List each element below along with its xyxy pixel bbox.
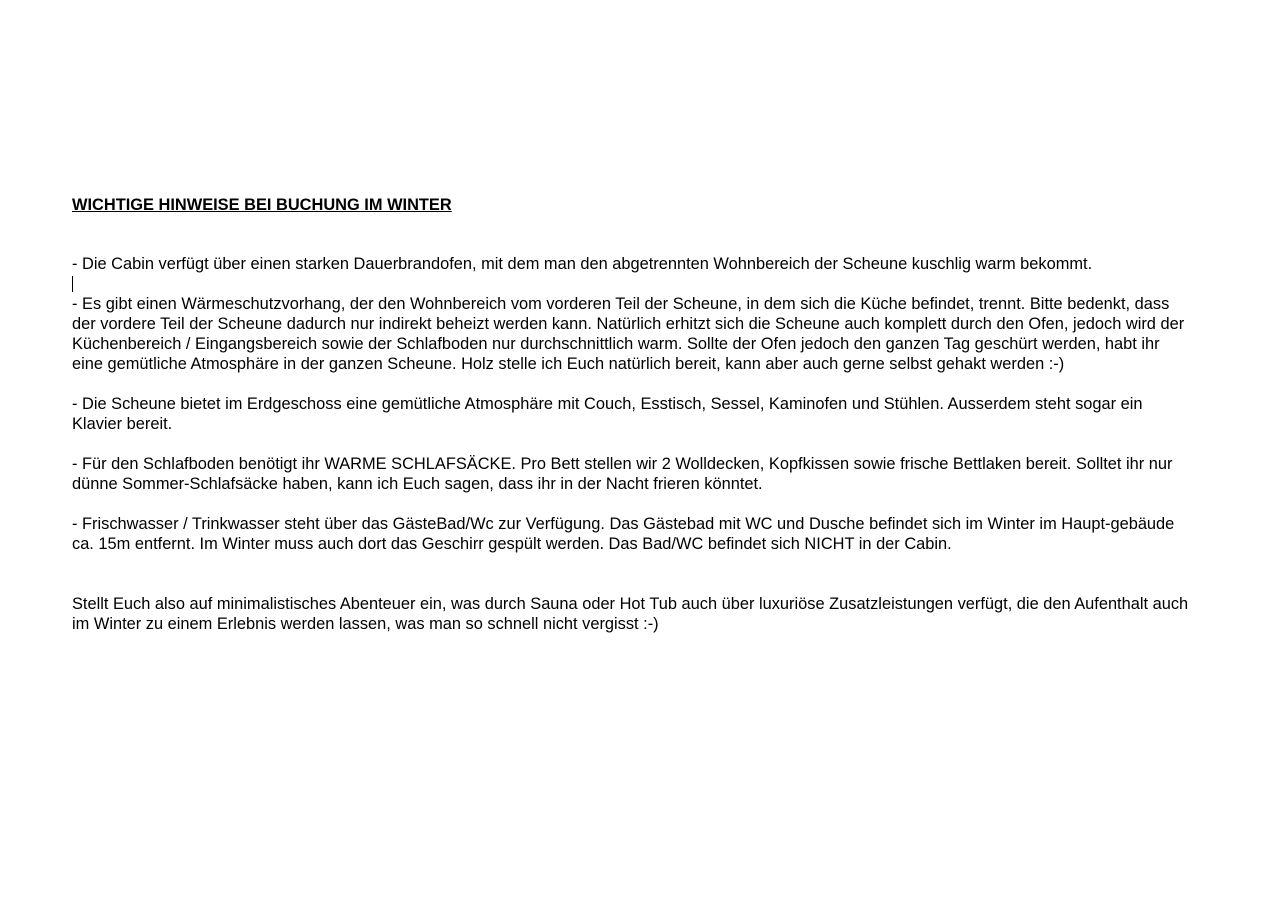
document-heading: WICHTIGE HINWEISE BEI BUCHUNG IM WINTER [72,196,452,214]
text-caret [72,276,73,292]
paragraph-water-bathroom: - Frischwasser / Trinkwasser steht über das GästeBad/Wc zur Verfügung. Das Gästebad mit WC und Dusche befindet sich im Winter im Haupt-gebäude ca. 15m entfernt. Im Winter muss auch dort das Geschirr gespült werden. Das Bad/WC befindet sich NICHT in der Cabin. [72,515,1179,553]
blank-line [72,554,1192,594]
blank-line [72,216,1192,254]
text-cursor-line[interactable] [72,274,1192,294]
paragraph-oven: - Die Cabin verfügt über einen starken Dauerbrandofen, mit dem man den abgetrennten Wohnbereich der Scheune kuschlig warm bekommt. [72,255,1093,273]
paragraph-ground-floor: - Die Scheune bietet im Erdgeschoss eine gemütliche Atmosphäre mit Couch, Esstisch, Sessel, Kaminofen und Stühlen. Ausserdem steht sogar ein Klavier bereit. [72,395,1148,433]
paragraph-sleeping-loft: - Für den Schlafboden benötigt ihr WARME SCHLAFSÄCKE. Pro Bett stellen wir 2 Wolldecken, Kopfkissen sowie frische Bettlaken bereit. Solltet ihr nur dünne Sommer-Schlafsäcke haben, kann ich Euch sagen, dass ihr in der Nacht frieren könntet. [72,455,1178,493]
paragraph-heat-curtain: - Es gibt einen Wärmeschutzvorhang, der den Wohnbereich vom vorderen Teil der Scheune, in dem sich die Küche befindet, trennt. Bitte bedenkt, dass der vordere Teil der Scheune dadurch nur indirekt beheizt werden kann. Natürlich erhitzt sich die Scheune auch komplett durch den Ofen, jedoch wird der Küchenbereich / Eingangsbereich sowie der Schlafboden nur durchschnittlich warm. Sollte der Ofen jedoch den ganzen Tag geschürt werden, habt ihr eine gemütliche Atmosphäre in der ganzen Scheune. Holz stelle ich Euch natürlich bereit, kann aber auch gerne selbst gehakt werden :-) [72,295,1189,373]
document-body[interactable] [72,194,1192,634]
blank-line [72,374,1192,394]
paragraph-closing: Stellt Euch also auf minimalistisches Abenteuer ein, was durch Sauna oder Hot Tub auch über luxuriöse Zusatzleistungen verfügt, die den Aufenthalt auch im Winter zu einem Erlebnis werden lassen, was man so schnell nicht vergisst :-) [72,595,1193,633]
blank-line [72,494,1192,514]
blank-line [72,434,1192,454]
